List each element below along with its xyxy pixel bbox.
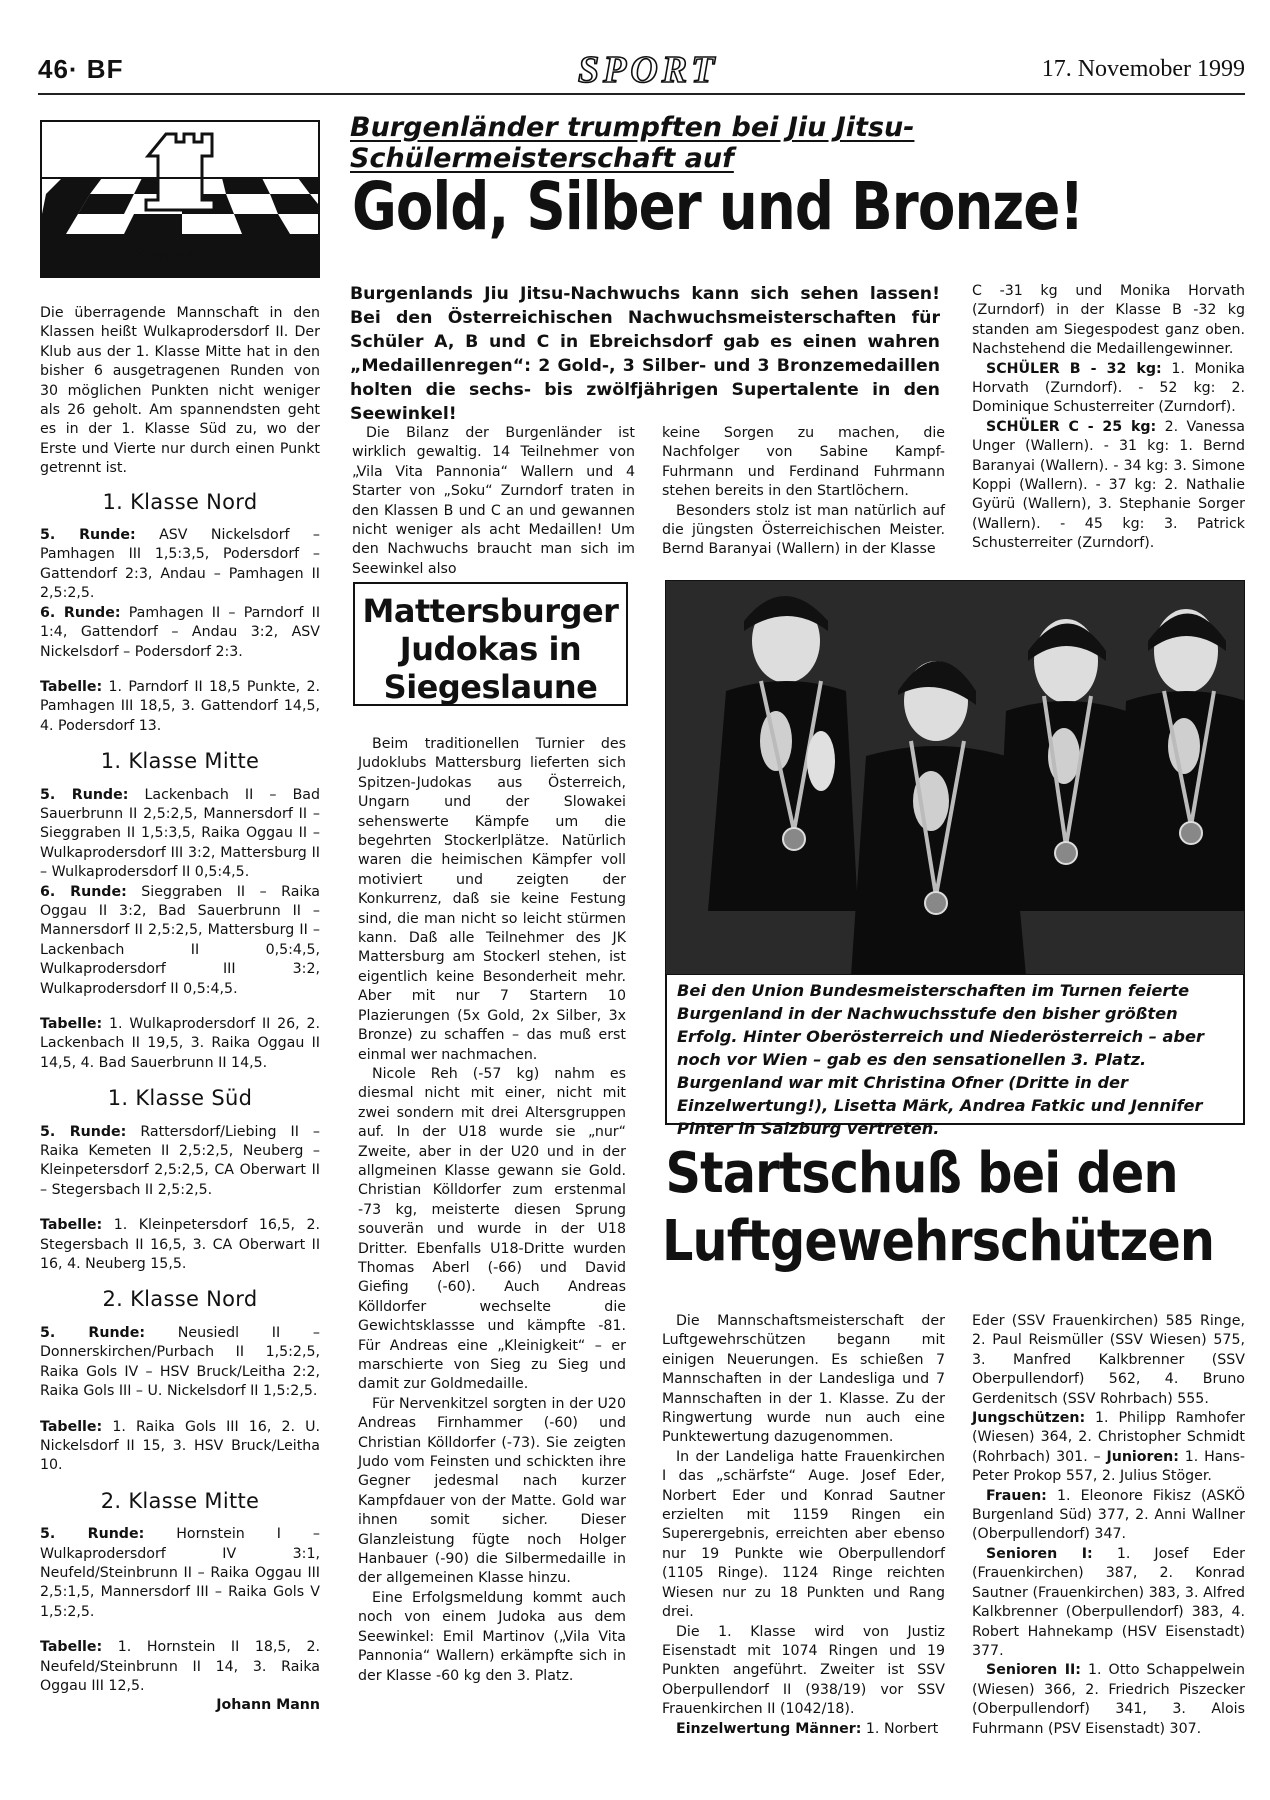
article-lead: Burgenlands Jiu Jitsu-Nachwuchs kann sich sehen lassen! Bei den Österreichischen Nachwuchsmeisterschaften für Schüler A, B und C in Ebreichsdorf gab es einen wahren „Medaillenregen“: 2 Gold-, 3 Silber- und 3 Bronzemedaillen holten die sechs- bis zwölfjährigen Supertalente in den Seewinkel! [350,284,940,424]
article-paragraph: In der Landeliga hatte Frauenkirchen I das „schärfste“ Auge. Josef Eder, Norbert Eder und Konrad Sautner erzielten mit 1159 Ringen ein Superergebnis, erreichten aber ebenso nur 19 Punkte wie Oberpullendorf (1105 Ringe). 1124 Ringe reichten Wiesen nur zu 18 Punkten und Rang drei. [662,1448,945,1621]
article-paragraph: keine Sorgen zu machen, die Nachfolger von Sabine Kampf-Fuhrmann und Ferdinand Fuhrmann stehen bereits in den Startlöchern. [662,425,945,500]
section-heading: 1. Klasse Süd [107,1086,253,1111]
chess-intro: Die überragende Mannschaft in den Klassen heißt Wulkaprodersdorf II. Der Klub aus der 1. Klasse Mitte hat in den bisher 6 ausgetragenen Runden von 30 möglichen Punkten nicht weniger als 26 geholt. Am spannendsten geht es in der 1. Klasse Süd zu, wo der Erste und Vierte nur durch einen Punkt getrennt ist. [40,305,320,477]
results-frauen: Frauen: 1. Eleonore Fikisz (ASKÖ Burgenland Süd) 377, 2. Anni Wallner (Oberpullendorf) 347. [972,1487,1245,1543]
jiu-column-1 [352,424,635,595]
article-paragraph: Beim traditionellen Turnier des Judoklubs Mattersburg lieferten sich Spitzen-Judokas aus Österreich, Ungarn und der Slowakei sehenswerte Kämpfe um die begehrten Stockerlplätze. Natürlich waren die heimischen Kämpfer voll motiviert und zeigten der Konkurrenz, daß sie keine Festung sind, die man nicht so leicht stürmen kann. Daß alle Teilnehmer des JK Mattersburg am Stockerl stehen, ist eigentlich keine Besonderheit mehr. Aber mit nur 7 Startern 10 Plazierungen (5x Gold, 2x Silber, 3x Bronze) zu schaffen – das muß erst einmal wer nachmachen. [358,736,626,1063]
page-number: 46· BF [38,54,124,84]
author-byline: Johann Mann [216,1697,320,1714]
article-kicker: Burgenländer trumpften bei Jiu Jitsu-Schülermeisterschaft auf [350,112,915,174]
results-jungschuetzen: Jungschützen: 1. Philipp Ramhofer (Wiesen) 364, 2. Christopher Schmidt (Rohrbach) 301. – Junioren: 1. Hans-Peter Prokop 557, 2. Julius Stöger. [972,1410,1245,1485]
section-title: SPORT [578,49,719,91]
article-paragraph: Einzelwertung Männer: 1. Norbert [676,1720,939,1737]
standings: Tabelle: 1. Parndorf II 18,5 Punkte, 2. Pamhagen III 18,5, 3. Gattendorf 14,5, 4. Podersdorf 13. [40,678,320,734]
article-paragraph: Die Mannschaftsmeisterschaft der Luftgewehrschützen begann mit einigen Neuerungen. Es schießen 7 Mannschaften in der Landesliga und 7 Mannschaften in der 1. Klasse. Zu der Ringwertung wurde nun auch eine Punktewertung dazugenommen. [662,1313,945,1446]
article-paragraph: Eder (SSV Frauenkirchen) 585 Ringe, 2. Paul Reismüller (SSV Wiesen) 575, 3. Manfred Kalkbrenner (SSV Oberpullendorf) 562, 4. Bruno Gerdenitsch (SSV Rohrbach) 555. [972,1313,1245,1407]
results-senioren-2: Senioren II: 1. Otto Schappelwein (Wiesen) 366, 2. Friedrich Piszecker (Oberpullendorf) 341, 3. Alois Fuhrmann (PSV Eisenstadt) 307. [972,1662,1245,1737]
round-result: 5. Runde: Neusiedl II – Donnerskirchen/Purbach II 1,5:2,5, Raika Gols IV – HSV Bruck/Leitha 2:2, Raika Gols III – U. Nickelsdorf II 1,5:2,5. [40,1324,320,1400]
round-result: 6. Runde: Pamhagen II – Parndorf II 1:4, Gattendorf – Andau 3:2, ASV Nickelsdorf – Podersdorf 2:3. [40,604,321,660]
gymnasts-medal-image [666,581,1245,975]
results-senioren-1: Senioren I: 1. Josef Eder (Frauenkirchen) 387, 2. Konrad Sautner (Frauenkirchen) 383, 3. Alfred Kalkbrenner (Oberpullendorf) 383, 4. Robert Hahnekamp (HSV Eisenstadt) 377. [972,1545,1245,1659]
issue-date: 17. Novemober 1999 [1041,56,1245,82]
round-result: 6. Runde: Sieggraben II – Raika Oggau II 3:2, Bad Sauerbrunn II – Mannersdorf II 2,5:2,5, Mattersburg II – Lackenbach II 0,5:4,5, Wulkaprodersdorf III 3:2, Wulkaprodersdorf II 0,5:4,5. [40,883,320,997]
article-paragraph: Die 1. Klasse wird von Justiz Eisenstadt mit 1074 Ringen und 19 Punkten angeführt. Zweiter ist SSV Oberpullendorf II (938/19) vor SSV Frauenkirchen II (1042/18). [662,1623,945,1718]
article-paragraph: C -31 kg und Monika Horvath (Zurndorf) in der Klasse B -32 kg standen am Siegespodest ganz oben. Nachstehend die Medaillengewinner. [972,283,1245,358]
section-heading: 1. Klasse Nord [102,489,258,514]
jiu-column-2 [662,424,945,576]
chess-column [40,304,320,1716]
section-heading: 2. Klasse Nord [102,1287,258,1312]
standings: Tabelle: 1. Wulkaprodersdorf II 26, 2. Lackenbach II 19,5, 3. Raika Oggau II 14,5, 4. Bad Sauerbrunn II 14,5. [40,1016,320,1071]
luft-headline: Startschuß bei den Luftgewehrschützen [662,1141,1215,1274]
round-result: 5. Runde: Lackenbach II – Bad Sauerbrunn II 2,5:2,5, Mannersdorf II – Sieggraben II 1,5:3,5, Raika Oggau II – Wulkaprodersdorf III 3:2, Mattersburg II – Wulkaprodersdorf II 0,5:4,5. [40,786,321,881]
photo-caption: Bei den Union Bundesmeisterschaften im Turnen feierte Burgenland in der Nachwuchsstufe den bisher größten Erfolg. Hinter Oberösterreich und Niederösterreich – aber noch vor Wien – gab es den sensationellen 3. Platz. Burgenland war mit Christina Ofner (Dritte in der Einzelwertung!), Lisetta Märk, Andrea Fatkic und Jennifer Pinter in Salzburg vertreten. [665,975,1245,1125]
round-result: 5. Runde: Rattersdorf/Liebing II – Raika Kemeten II 2,5:2,5, Neuberg – Kleinpetersdorf 2,5:2,5, CA Oberwart II – Stegersbach II 2,5:2,5. [40,1123,320,1198]
gymnastics-photo [665,580,1245,975]
jiu-column-3 [972,282,1245,554]
standings: Tabelle: 1. Hornstein II 18,5, 2. Neufeld/Steinbrunn II 14, 3. Raika Oggau III 12,5. [40,1639,321,1694]
article-paragraph: Die Bilanz der Burgenländer ist wirklich gewaltig. 14 Teilnehmer von „Vila Vita Pannonia“ Wallern und 4 Starter von „Soku“ Zurndorf traten in den Klassen B und C an und gewannen nicht weniger als acht Medaillen! Um den Nachwuchs braucht man sich im Seewinkel also [352,425,635,577]
article-paragraph: Eine Erfolgsmeldung kommt auch noch von einem Judoka aus dem Seewinkel: Emil Martinov („Vila Vita Pannonia“ Wallern) erkämpfte sich in der Klasse -60 kg den 3. Platz. [358,1589,626,1684]
article-paragraph: Nicole Reh (-57 kg) nahm es diesmal nicht mit einer, nicht mit zwei sondern mit drei Altersgruppen auf. In der U18 wurde sie „nur“ Zweite, aber in der U20 und in der allgmeinen Klasse gewann sie Gold. Christian Kölldorfer zum erstenmal -73 kg, meisterte diesen Sprung souverän und wurde in der U18 Dritter. Ebenfalls U18-Dritte wurden Thomas Aberl (-66) und David Giefing (-60). Auch Andreas Kölldorfer wechselte die Gewichtsklassse und kämpfte -81. Für Andreas eine „Kleinigkeit“ – er marschierte von Sieg zu Sieg und damit zur Goldmedaille. [358,1065,626,1393]
round-result: 5. Runde: Hornstein I – Wulkaprodersdorf IV 3:1, Neufeld/Steinbrunn II – Raika Oggau III 2,5:1,5, Mannersdorf III – Raika Gols V 1,5:2,5. [40,1526,321,1620]
luft-column-2 [972,1312,1245,1739]
luft-column-1 [662,1312,945,1739]
round-result: 5. Runde: ASV Nickelsdorf – Pamhagen III 1,5:3,5, Podersdorf – Gattendorf 2:3, Andau – Pamhagen II 2,5:2,5. [40,527,321,602]
judo-column [358,735,626,1686]
article-paragraph: Besonders stolz ist man natürlich auf die jüngsten Österreichischen Meister. Bernd Baranyai (Wallern) in der Klasse [662,502,945,558]
results-schueler-b: SCHÜLER B - 32 kg: 1. Monika Horvath (Zurndorf). - 52 kg: 2. Dominique Schusterreiter (Zurndorf). [972,360,1246,416]
standings: Tabelle: 1. Kleinpetersdorf 16,5, 2. Stegersbach II 16,5, 3. CA Oberwart II 16, 4. Neuberg 15,5. [40,1217,320,1273]
chess-logo [40,120,320,278]
page-header [38,50,1245,95]
article-paragraph: Für Nervenkitzel sorgten in der U20 Andreas Firnhammer (-60) und Christian Kölldorfer (-73). Sie zeigten Judo vom Feinsten und schickten ihre Gegner jedesmal nach kurzer Kampfdauer von der Matte. Gold war ihnen somit sicher. Dieser Glanzleistung fügte noch Holger Hanbauer (-90) die Silbermedaille in der allgemeinen Klasse hinzu. [358,1395,626,1587]
chess-logo-label: Schach [132,243,206,269]
section-heading: 2. Klasse Mitte [100,1488,260,1513]
judo-headline: Mattersburger Judokas in Siegeslaune [353,582,628,706]
results-schueler-c: SCHÜLER C - 25 kg: 2. Vanessa Unger (Wallern). - 31 kg: 1. Bernd Baranyai (Wallern). - 34 kg: 3. Simone Koppi (Wallern). - 37 kg: 2. Nathalie Gyürü (Wallern), 3. Stephanie Sorger (Wallern). - 45 kg: 3. Patrick Schusterreiter (Zurndorf). [972,418,1245,552]
standings: Tabelle: 1. Raika Gols III 16, 2. U. Nickelsdorf II 15, 3. HSV Bruck/Leitha 10. [40,1418,320,1474]
section-heading: 1. Klasse Mitte [100,749,260,774]
article-headline: Gold, Silber und Bronze! [352,168,1084,245]
